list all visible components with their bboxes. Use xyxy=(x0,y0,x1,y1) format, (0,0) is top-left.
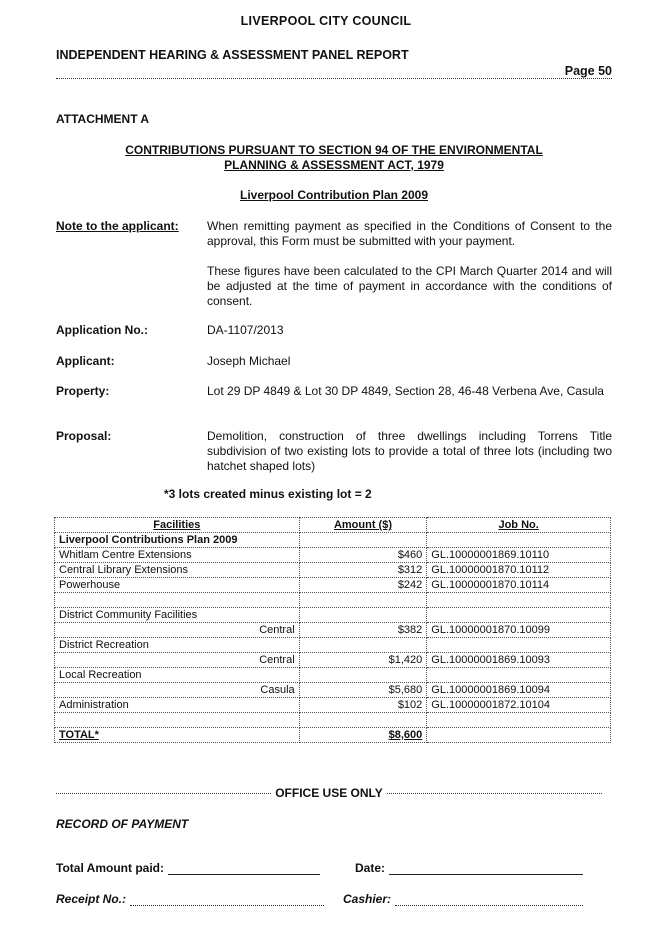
job-cell: GL.10000001870.10099 xyxy=(427,623,611,638)
amount-cell: $460 xyxy=(299,548,427,563)
table-row xyxy=(55,608,611,623)
total-amount: $8,600 xyxy=(299,728,427,743)
applicant-value: Joseph Michael xyxy=(207,354,291,368)
plan-title: Liverpool Contribution Plan 2009 xyxy=(239,188,429,202)
record-of-payment: RECORD OF PAYMENT xyxy=(56,817,189,831)
table-row xyxy=(55,563,611,578)
office-use-divider xyxy=(56,786,602,800)
table-row xyxy=(55,548,611,563)
amount-cell: $242 xyxy=(299,578,427,593)
table-row xyxy=(55,623,611,638)
property-value: Lot 29 DP 4849 & Lot 30 DP 4849, Section 28, 46-48 Verbena Ave, Casula xyxy=(207,384,604,398)
proposal-value: Demolition, construction of three dwellings including Torrens Title subdivision of two existing lots to provide a total of three lots (including two hatchet shaped lots) xyxy=(207,429,612,473)
table-blank-row xyxy=(55,593,611,608)
contributions-heading xyxy=(56,143,612,173)
facility-cell: Central Library Extensions xyxy=(55,563,300,578)
header-divider xyxy=(56,78,612,79)
table-section-row xyxy=(55,533,611,548)
note-label: Note to the applicant: xyxy=(56,219,179,233)
receipt-line[interactable] xyxy=(130,893,324,906)
table-row xyxy=(55,578,611,593)
facility-cell: Whitlam Centre Extensions xyxy=(55,548,300,563)
date-field xyxy=(355,861,583,875)
property-label: Property: xyxy=(56,384,110,398)
header-job-no: Job No. xyxy=(427,518,611,533)
heading-line-2: PLANNING & ASSESSMENT ACT, 1979 xyxy=(224,158,444,172)
job-cell: GL.10000001870.10114 xyxy=(427,578,611,593)
table-row xyxy=(55,653,611,668)
facility-cell: Local Recreation xyxy=(55,668,300,683)
total-label: TOTAL* xyxy=(55,728,300,743)
sub-facility-cell: Central xyxy=(55,653,300,668)
total-paid-field xyxy=(56,861,320,875)
page-number: Page 50 xyxy=(564,64,612,78)
job-cell: GL.10000001870.10112 xyxy=(427,563,611,578)
table-row xyxy=(55,683,611,698)
receipt-label: Receipt No.: xyxy=(56,892,127,906)
application-label: Application No.: xyxy=(56,323,148,337)
amount-cell: $5,680 xyxy=(299,683,427,698)
cashier-field xyxy=(343,892,583,906)
section-label: Liverpool Contributions Plan 2009 xyxy=(55,533,300,548)
header-amount: Amount ($) xyxy=(299,518,427,533)
total-paid-label: Total Amount paid: xyxy=(56,861,164,875)
table-blank-row xyxy=(55,713,611,728)
facility-cell: District Recreation xyxy=(55,638,300,653)
receipt-field xyxy=(56,892,324,906)
report-title: INDEPENDENT HEARING & ASSESSMENT PANEL REPORT xyxy=(56,48,409,62)
table-header-row xyxy=(55,518,611,533)
table-total-row xyxy=(55,728,611,743)
amount-cell: $312 xyxy=(299,563,427,578)
application-value: DA-1107/2013 xyxy=(207,323,284,337)
divider-dots-left xyxy=(56,793,271,794)
amount-cell: $382 xyxy=(299,623,427,638)
attachment-label: ATTACHMENT A xyxy=(56,112,150,126)
office-use-title: OFFICE USE ONLY xyxy=(275,786,383,800)
divider-dots-right xyxy=(387,793,602,794)
proposal-label: Proposal: xyxy=(56,429,112,443)
cashier-line[interactable] xyxy=(395,893,583,906)
total-paid-line[interactable] xyxy=(168,862,320,875)
council-name: LIVERPOOL CITY COUNCIL xyxy=(240,14,412,28)
table-row xyxy=(55,638,611,653)
amount-cell: $1,420 xyxy=(299,653,427,668)
job-cell: GL.10000001869.10110 xyxy=(427,548,611,563)
job-cell: GL.10000001869.10093 xyxy=(427,653,611,668)
note-paragraph-1: When remitting payment as specified in the Conditions of Consent to the approval, this Form must be submitted with your payment. xyxy=(207,219,612,248)
table-row xyxy=(55,668,611,683)
date-label: Date: xyxy=(355,861,386,875)
applicant-label: Applicant: xyxy=(56,354,115,368)
job-cell: GL.10000001869.10094 xyxy=(427,683,611,698)
facility-cell: District Community Facilities xyxy=(55,608,300,623)
facility-cell: Administration xyxy=(55,698,300,713)
header-facilities: Facilities xyxy=(55,518,300,533)
note-paragraph-2: These figures have been calculated to the CPI March Quarter 2014 and will be adjusted at the time of payment in accordance with the conditions of consent. xyxy=(207,264,612,308)
date-line[interactable] xyxy=(389,862,583,875)
heading-line-1: CONTRIBUTIONS PURSUANT TO SECTION 94 OF THE ENVIRONMENTAL xyxy=(125,143,543,157)
table-row xyxy=(55,698,611,713)
sub-facility-cell: Casula xyxy=(55,683,300,698)
facility-cell: Powerhouse xyxy=(55,578,300,593)
lots-note: *3 lots created minus existing lot = 2 xyxy=(164,487,372,501)
sub-facility-cell: Central xyxy=(55,623,300,638)
contributions-table xyxy=(54,517,611,743)
amount-cell: $102 xyxy=(299,698,427,713)
cashier-label: Cashier: xyxy=(343,892,392,906)
job-cell: GL.10000001872.10104 xyxy=(427,698,611,713)
